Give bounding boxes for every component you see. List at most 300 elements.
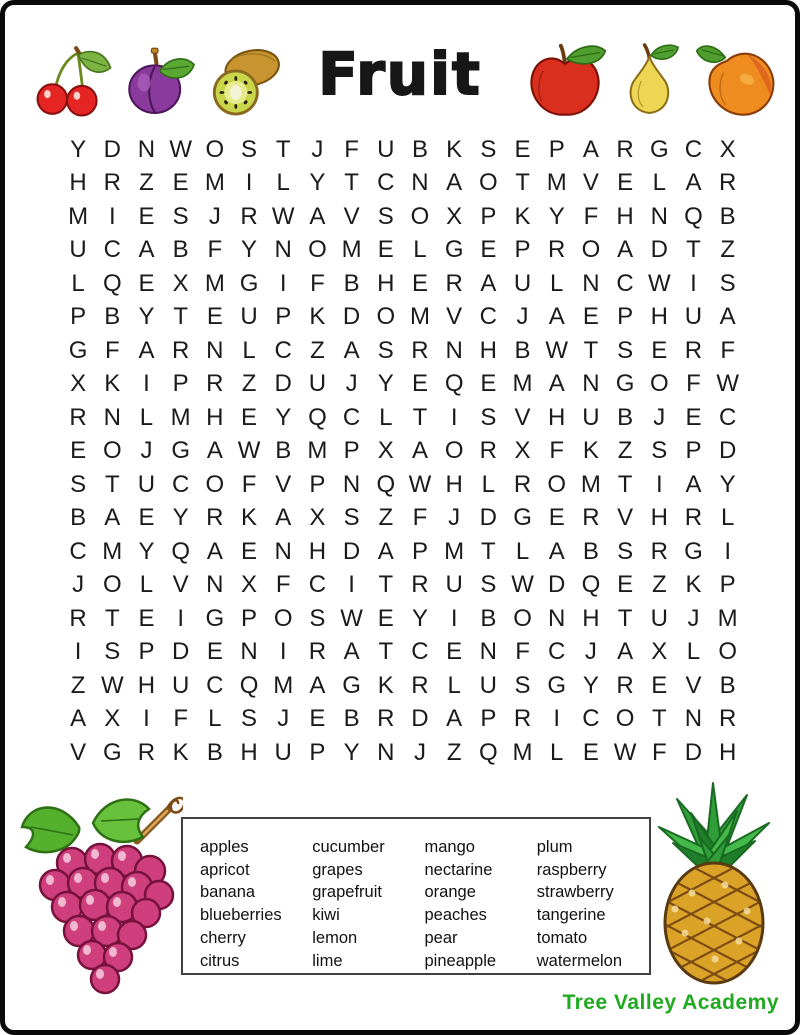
grid-letter: T — [651, 705, 667, 733]
grid-letter: Y — [719, 470, 736, 498]
grid-letter: B — [514, 336, 531, 364]
grid-letter: P — [309, 470, 326, 498]
grid-letter: N — [411, 169, 429, 197]
grid-letter: S — [377, 202, 394, 230]
grid-letter: B — [719, 202, 736, 230]
grid-letter: Y — [138, 537, 155, 565]
grid-letter: D — [171, 638, 190, 666]
grid-letter: E — [138, 504, 155, 532]
grid-letter: E — [241, 537, 258, 565]
grid-letter: I — [724, 537, 731, 565]
grid-letter: T — [686, 236, 701, 264]
grid-letter: A — [138, 236, 155, 264]
grid-letter: E — [206, 638, 223, 666]
grid-letter: M — [170, 403, 191, 431]
grid-letter: R — [137, 738, 156, 766]
grid-letter: N — [274, 537, 292, 565]
grid-letter: B — [172, 236, 189, 264]
grid-letter: N — [206, 571, 224, 599]
grid-letter: M — [341, 236, 362, 264]
grid-letter: P — [309, 738, 326, 766]
grid-letter: X — [309, 504, 326, 532]
grid-letter: Z — [378, 504, 394, 532]
grid-letter: X — [104, 705, 121, 733]
grid-letter: J — [345, 370, 358, 398]
grid-letter: W — [100, 671, 124, 699]
word-item: apricot — [200, 860, 250, 879]
mango-icon — [695, 39, 779, 123]
grid-letter: E — [548, 504, 565, 532]
grid-letter: H — [548, 403, 566, 431]
grid-letter: X — [377, 437, 394, 465]
grid-letter: V — [514, 403, 531, 431]
pineapple-icon — [647, 781, 781, 992]
grid-letter: E — [480, 236, 497, 264]
grid-letter: E — [651, 336, 668, 364]
grid-letter: C — [616, 269, 634, 297]
word-item: tangerine — [536, 906, 606, 925]
grid-letter: I — [655, 470, 663, 498]
grid-letter: A — [685, 169, 702, 197]
grid-letter: H — [206, 403, 224, 431]
word-item: pear — [424, 928, 458, 947]
grid-letter: E — [377, 236, 394, 264]
grid-letter: O — [479, 169, 498, 197]
grid-letter: E — [70, 437, 87, 465]
word-item: cucumber — [312, 838, 385, 856]
grid-letter: X — [514, 437, 531, 465]
grid-letter: J — [72, 571, 85, 599]
grid-letter: M — [409, 303, 430, 331]
grid-letter: Z — [617, 437, 633, 465]
grid-letter: J — [311, 135, 324, 163]
grid-letter: H — [240, 738, 258, 766]
grid-letter: N — [582, 370, 600, 398]
grid-letter: Z — [310, 336, 325, 364]
grid-letter: A — [617, 638, 634, 666]
grid-letter: Y — [138, 303, 155, 331]
grid-letter: O — [308, 236, 327, 264]
grid-letter: B — [480, 604, 497, 632]
grid-letter: I — [348, 571, 355, 599]
grid-letter: P — [411, 537, 428, 565]
grid-letter: J — [208, 202, 221, 230]
grid-letter: A — [343, 638, 360, 666]
grid-letter: V — [685, 671, 702, 699]
grid-letter: I — [143, 370, 150, 398]
grid-letter: X — [446, 202, 463, 230]
grid-letter: O — [410, 202, 430, 230]
grid-letter: E — [377, 604, 394, 632]
grid-letter: C — [479, 303, 498, 331]
grid-letter: E — [138, 269, 155, 297]
word-item: lime — [312, 951, 343, 970]
grid-letter: H — [582, 604, 600, 632]
grid-letter: G — [649, 135, 669, 163]
grid-letter: F — [241, 470, 257, 498]
grid-letter: C — [308, 571, 327, 599]
grid-letter: Z — [70, 671, 86, 699]
grid-letter: P — [514, 236, 531, 264]
grid-letter: H — [377, 269, 395, 297]
grid-letter: S — [70, 470, 87, 498]
grid-letter: O — [273, 604, 293, 632]
grid-letter: Y — [172, 504, 189, 532]
grid-letter: E — [582, 738, 599, 766]
grid-letter: A — [138, 336, 155, 364]
grid-letter: B — [104, 303, 121, 331]
grid-letter: T — [104, 604, 120, 632]
grid-letter: S — [651, 437, 668, 465]
grid-letter: R — [548, 236, 566, 264]
grid-letter: W — [408, 470, 432, 498]
grid-letter: U — [171, 671, 190, 699]
grid-letter: A — [309, 671, 326, 699]
grid-letter: F — [515, 638, 530, 666]
grid-letter: R — [479, 437, 498, 465]
word-item: apples — [200, 838, 249, 856]
grid-letter: K — [514, 202, 531, 230]
grid-letter: H — [616, 202, 634, 230]
grid-letter: U — [513, 269, 532, 297]
grid-letter: A — [70, 705, 87, 733]
grid-letter: A — [617, 236, 634, 264]
grid-letter: J — [516, 303, 529, 331]
grid-letter: G — [205, 604, 225, 632]
grid-letter: S — [377, 336, 394, 364]
grid-letter: B — [719, 671, 736, 699]
grid-letter: V — [446, 303, 463, 331]
grid-letter: E — [241, 403, 258, 431]
grid-letter: H — [137, 671, 156, 699]
grid-letter: T — [583, 336, 599, 364]
grid-letter: Y — [275, 403, 292, 431]
grid-letter: F — [104, 336, 120, 364]
grid-letter: R — [684, 336, 703, 364]
grid-letter: D — [342, 303, 361, 331]
grid-letter: S — [480, 403, 497, 431]
grid-letter: L — [686, 638, 701, 666]
grid-letter: S — [617, 336, 634, 364]
grid-letter: F — [549, 437, 565, 465]
grid-letter: L — [242, 336, 256, 364]
top-right-fruit-decorations — [523, 39, 779, 123]
grid-letter: V — [172, 571, 189, 599]
grid-letter: S — [719, 269, 736, 297]
grid-letter: A — [309, 202, 326, 230]
grid-letter: F — [275, 571, 291, 599]
grid-letter: C — [69, 537, 87, 565]
grid-letter: X — [172, 269, 189, 297]
word-item: grapefruit — [312, 883, 382, 902]
grid-letter: D — [274, 370, 292, 398]
grid-letter: A — [548, 537, 565, 565]
grid-letter: F — [583, 202, 599, 230]
grid-letter: R — [69, 403, 87, 431]
grid-letter: N — [137, 135, 156, 163]
grid-letter: K — [685, 571, 702, 599]
grid-letter: C — [206, 671, 224, 699]
grid-letter: M — [68, 202, 89, 230]
grid-letter: V — [275, 470, 292, 498]
grid-letter: W — [271, 202, 295, 230]
grid-letter: N — [650, 202, 668, 230]
grid-letter: U — [582, 403, 600, 431]
grid-letter: P — [241, 604, 258, 632]
grid-letter: E — [446, 638, 463, 666]
grid-letter: L — [71, 269, 85, 297]
word-item: blueberries — [200, 906, 282, 925]
grid-letter: J — [277, 705, 290, 733]
grid-letter: B — [411, 135, 428, 163]
grid-letter: L — [447, 671, 461, 699]
grid-letter: J — [653, 403, 666, 431]
grid-letter: A — [446, 169, 463, 197]
grid-letter: J — [413, 738, 426, 766]
grid-letter: S — [104, 638, 121, 666]
grid-letter: L — [276, 169, 290, 197]
grid-letter: H — [650, 303, 668, 331]
page-title: Fruit — [318, 40, 482, 108]
grid-letter: S — [514, 671, 531, 699]
grid-letter: V — [70, 738, 87, 766]
grid-letter: O — [718, 638, 737, 666]
grid-letter: E — [309, 705, 326, 733]
grid-letter: O — [102, 437, 122, 465]
grid-letter: U — [377, 135, 395, 163]
word-item: citrus — [200, 951, 240, 970]
grid-letter: R — [718, 169, 737, 197]
grid-letter: N — [684, 705, 703, 733]
word-item: pineapple — [424, 951, 497, 970]
grid-letter: M — [444, 537, 465, 565]
grid-letter: Y — [343, 738, 360, 766]
grid-letter: A — [411, 437, 428, 465]
grid-letter: M — [307, 437, 328, 465]
grid-letter: O — [102, 571, 122, 599]
grid-letter: N — [445, 336, 463, 364]
grid-letter: I — [690, 269, 697, 297]
grid-letter: D — [411, 705, 429, 733]
grid-letter: Y — [70, 135, 87, 163]
grid-letter: W — [647, 269, 671, 297]
grid-letter: N — [206, 336, 224, 364]
grid-letter: T — [412, 403, 428, 431]
grid-letter: N — [479, 638, 498, 666]
grid-letter: L — [481, 470, 496, 498]
grid-letter: P — [138, 638, 155, 666]
grid-letter: C — [103, 236, 121, 264]
grid-letter: F — [207, 236, 223, 264]
grid-letter: Z — [139, 169, 154, 197]
grid-letter: V — [343, 202, 360, 230]
pear-icon — [611, 39, 691, 123]
grid-letter: U — [274, 738, 292, 766]
grid-letter: D — [342, 537, 361, 565]
grid-letter: R — [69, 604, 87, 632]
grid-letter: G — [171, 437, 190, 465]
grid-letter: Q — [444, 370, 464, 398]
grid-letter: A — [343, 336, 360, 364]
grid-letter: C — [377, 169, 395, 197]
grid-letter: A — [548, 303, 565, 331]
grid-letter: T — [344, 169, 359, 197]
grid-letter: U — [240, 303, 258, 331]
grid-letter: A — [685, 470, 702, 498]
grid-letter: A — [480, 269, 497, 297]
grid-letter: B — [70, 504, 87, 532]
grid-letter: O — [649, 370, 669, 398]
grid-letter: K — [104, 370, 121, 398]
grid-letter: A — [377, 537, 394, 565]
grid-letter: B — [343, 705, 360, 733]
grid-letter: R — [411, 671, 429, 699]
grid-letter: A — [206, 537, 223, 565]
grid-letter: C — [582, 705, 600, 733]
grid-letter: L — [413, 236, 427, 264]
grid-letter: Q — [102, 269, 122, 297]
word-list-box — [181, 817, 651, 975]
grid-letter: R — [718, 705, 737, 733]
grid-letter: J — [448, 504, 461, 532]
word-item: orange — [424, 883, 476, 902]
grid-letter: I — [108, 202, 116, 230]
grid-letter: H — [718, 738, 737, 766]
grid-letter: M — [512, 738, 533, 766]
grid-letter: L — [515, 537, 530, 565]
grid-letter: E — [411, 370, 428, 398]
grid-letter: U — [684, 303, 703, 331]
grid-letter: Z — [720, 236, 735, 264]
grid-letter: G — [102, 738, 122, 766]
grid-letter: O — [581, 236, 601, 264]
grid-letter: S — [617, 537, 634, 565]
grid-letter: A — [548, 370, 565, 398]
grid-letter: O — [205, 135, 225, 163]
grid-letter: O — [513, 604, 532, 632]
grid-letter: T — [617, 470, 633, 498]
grid-letter: G — [239, 269, 259, 297]
grid-letter: W — [340, 604, 363, 632]
grid-letter: B — [617, 403, 634, 431]
grid-letter: J — [584, 638, 597, 666]
grid-letter: L — [550, 269, 564, 297]
grid-letter: Y — [241, 236, 258, 264]
grid-letter: G — [342, 671, 361, 699]
word-item: strawberry — [536, 883, 614, 902]
grid-letter: N — [377, 738, 395, 766]
grid-letter: U — [479, 671, 498, 699]
grid-letter: R — [206, 370, 224, 398]
grid-letter: C — [274, 336, 292, 364]
grid-letter: V — [582, 169, 599, 197]
grid-letter: D — [650, 236, 668, 264]
grid-letter: Q — [684, 202, 703, 230]
grid-letter: R — [513, 470, 532, 498]
word-item: banana — [200, 883, 256, 902]
grid-letter: O — [376, 303, 396, 331]
grid-letter: R — [650, 537, 668, 565]
word-item: kiwi — [312, 906, 340, 925]
brand-text: Tree Valley Academy — [562, 991, 779, 1014]
grid-letter: I — [74, 638, 82, 666]
grid-letter: T — [378, 571, 394, 599]
grid-letter: O — [205, 470, 225, 498]
grid-letter: L — [720, 504, 735, 532]
grid-letter: Y — [548, 202, 565, 230]
letter-grid — [61, 133, 745, 770]
grid-letter: V — [617, 504, 634, 532]
grid-letter: D — [103, 135, 121, 163]
grid-letter: A — [104, 504, 121, 532]
grid-letter: N — [103, 403, 121, 431]
grid-letter: U — [69, 236, 87, 264]
grid-letter: E — [411, 269, 428, 297]
word-item: mango — [424, 838, 475, 856]
grid-letter: Q — [171, 537, 190, 565]
grid-letter: Q — [239, 671, 259, 699]
word-list-column — [425, 836, 537, 973]
grid-letter: C — [548, 638, 566, 666]
word-item: raspberry — [536, 860, 607, 879]
grid-letter: P — [343, 437, 360, 465]
grid-letter: P — [548, 135, 565, 163]
grid-letter: E — [685, 403, 702, 431]
grid-letter: A — [582, 135, 599, 163]
grid-letter: A — [206, 437, 223, 465]
grid-letter: Y — [582, 671, 599, 699]
grid-letter: U — [650, 604, 668, 632]
grid-letter: S — [480, 135, 497, 163]
grid-letter: R — [616, 671, 634, 699]
grid-letter: M — [204, 169, 225, 197]
grid-letter: R — [513, 705, 532, 733]
grid-letter: I — [245, 169, 253, 197]
grid-letter: N — [240, 638, 258, 666]
grid-letter: M — [102, 537, 123, 565]
grid-letter: H — [479, 336, 498, 364]
grid-letter: K — [241, 504, 258, 532]
grid-letter: W — [237, 437, 261, 465]
grid-letter: M — [546, 169, 567, 197]
grid-letter: I — [279, 269, 287, 297]
grid-letter: Y — [377, 370, 394, 398]
grid-letter: G — [615, 370, 635, 398]
grid-letter: K — [446, 135, 463, 163]
grid-letter: R — [684, 504, 703, 532]
grid-letter: Q — [308, 403, 327, 431]
grid-letter: K — [309, 303, 326, 331]
grid-letter: L — [652, 169, 666, 197]
grid-letter: K — [582, 437, 599, 465]
grid-letter: S — [241, 705, 258, 733]
grid-letter: A — [719, 303, 736, 331]
word-list-column — [537, 836, 649, 973]
grid-letter: H — [650, 504, 668, 532]
grid-letter: X — [651, 638, 668, 666]
grid-letter: E — [514, 135, 531, 163]
grid-letter: U — [445, 571, 463, 599]
grid-letter: T — [173, 303, 188, 331]
grid-letter: L — [550, 738, 564, 766]
word-item: cherry — [200, 928, 246, 947]
grid-letter: P — [172, 370, 189, 398]
grid-letter: U — [137, 470, 156, 498]
grid-letter: R — [171, 336, 190, 364]
grid-letter: B — [206, 738, 223, 766]
grid-letter: D — [718, 437, 737, 465]
grid-letter: R — [445, 269, 463, 297]
